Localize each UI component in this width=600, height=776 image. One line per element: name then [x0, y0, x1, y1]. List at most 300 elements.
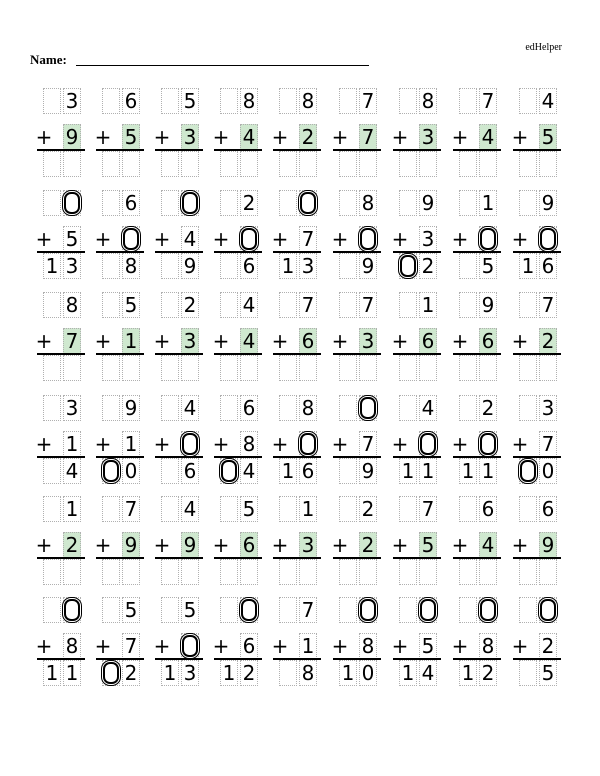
addition-problem — [214, 190, 264, 278]
plus-sign: + — [391, 432, 409, 456]
answer-tens — [220, 253, 238, 279]
answer-tens[interactable] — [339, 355, 357, 381]
top-tens-cell — [43, 496, 61, 522]
answer-tens-text: 1 — [461, 661, 475, 685]
answer-ones[interactable] — [240, 559, 258, 585]
answer-tens — [339, 253, 357, 279]
top-addend — [539, 496, 557, 522]
top-tens-cell — [43, 597, 61, 623]
answer-ones[interactable] — [359, 151, 377, 177]
answer-tens[interactable] — [161, 151, 179, 177]
addition-problem — [37, 597, 87, 685]
top-addend-text: 6 — [124, 89, 138, 113]
answer-ones[interactable] — [181, 355, 199, 381]
answer-tens — [43, 458, 61, 484]
top-addend-text: 7 — [124, 497, 138, 521]
top-tens-cell — [43, 190, 61, 216]
addition-problem — [37, 496, 87, 584]
answer-blank-box[interactable] — [480, 228, 496, 250]
answer-ones — [181, 458, 199, 484]
bottom-addend[interactable] — [122, 226, 140, 252]
addition-problem — [96, 190, 146, 278]
plus-sign: + — [35, 125, 53, 149]
answer-blank-box[interactable] — [64, 599, 80, 621]
plus-sign: + — [212, 634, 230, 658]
plus-sign: + — [391, 227, 409, 251]
answer-ones[interactable] — [63, 151, 81, 177]
answer-ones-text: 0 — [124, 459, 138, 483]
bottom-addend — [359, 633, 377, 659]
plus-sign: + — [153, 125, 171, 149]
answer-ones — [240, 458, 258, 484]
answer-tens — [519, 660, 537, 686]
top-addend[interactable] — [359, 395, 377, 421]
answer-tens — [161, 458, 179, 484]
bottom-addend — [539, 532, 557, 558]
answer-ones-text: 1 — [421, 459, 435, 483]
answer-tens[interactable] — [220, 151, 238, 177]
answer-tens[interactable] — [161, 355, 179, 381]
answer-ones[interactable] — [122, 151, 140, 177]
plus-sign: + — [94, 533, 112, 557]
answer-ones[interactable] — [479, 355, 497, 381]
addition-problem — [155, 190, 205, 278]
answer-blank-box[interactable] — [182, 635, 198, 657]
addition-problem — [453, 395, 503, 483]
plus-sign: + — [94, 329, 112, 353]
answer-ones[interactable] — [419, 355, 437, 381]
answer-blank-box[interactable] — [300, 433, 316, 455]
plus-sign: + — [451, 125, 469, 149]
answer-ones[interactable] — [122, 559, 140, 585]
answer-tens-text: 1 — [401, 459, 415, 483]
answer-ones[interactable] — [479, 151, 497, 177]
answer-blank-box[interactable] — [480, 433, 496, 455]
answer-tens[interactable] — [399, 355, 417, 381]
answer-blank-box[interactable] — [400, 255, 416, 277]
answer-blank-box[interactable] — [103, 460, 119, 482]
plus-sign: + — [212, 533, 230, 557]
bottom-addend-text: 2 — [541, 329, 555, 353]
answer-ones-text: 3 — [301, 254, 315, 278]
answer-blank-box[interactable] — [420, 433, 436, 455]
answer-tens[interactable] — [220, 355, 238, 381]
answer-tens[interactable] — [102, 660, 120, 686]
answer-ones-text: 6 — [541, 254, 555, 278]
bottom-addend-text: 3 — [183, 125, 197, 149]
addition-problem — [513, 395, 563, 483]
answer-blank-box[interactable] — [300, 192, 316, 214]
top-addend-text: 8 — [65, 293, 79, 317]
top-tens-cell — [459, 190, 477, 216]
plus-sign: + — [271, 227, 289, 251]
bottom-addend-text: 5 — [65, 227, 79, 251]
bottom-addend-text: 6 — [242, 634, 256, 658]
top-addend[interactable] — [419, 597, 437, 623]
answer-tens[interactable] — [43, 355, 61, 381]
addition-problem — [155, 496, 205, 584]
addition-problem — [37, 190, 87, 278]
answer-ones — [122, 660, 140, 686]
bottom-addend — [63, 532, 81, 558]
answer-blank-box[interactable] — [520, 460, 536, 482]
top-addend — [122, 292, 140, 318]
top-addend — [539, 190, 557, 216]
plus-sign: + — [331, 432, 349, 456]
plus-sign: + — [451, 634, 469, 658]
top-addend — [181, 88, 199, 114]
top-addend[interactable] — [240, 597, 258, 623]
addition-problem — [273, 292, 323, 380]
bottom-addend — [240, 124, 258, 150]
bottom-addend-text: 6 — [242, 533, 256, 557]
bottom-addend — [299, 328, 317, 354]
top-addend — [122, 395, 140, 421]
answer-tens[interactable] — [339, 559, 357, 585]
answer-tens-text: 1 — [222, 661, 236, 685]
top-addend — [240, 292, 258, 318]
bottom-addend-text: 7 — [541, 432, 555, 456]
answer-blank-box[interactable] — [480, 599, 496, 621]
plus-sign: + — [331, 125, 349, 149]
answer-ones-text: 2 — [242, 661, 256, 685]
bottom-addend-text: 2 — [65, 533, 79, 557]
answer-blank-box[interactable] — [221, 460, 237, 482]
answer-tens[interactable] — [220, 559, 238, 585]
answer-ones — [359, 458, 377, 484]
answer-blank-box[interactable] — [241, 228, 257, 250]
answer-tens[interactable] — [399, 559, 417, 585]
bottom-addend-text: 5 — [541, 125, 555, 149]
top-addend-text: 2 — [183, 293, 197, 317]
bottom-addend — [299, 226, 317, 252]
bottom-addend[interactable] — [479, 226, 497, 252]
answer-tens[interactable] — [519, 458, 537, 484]
answer-ones[interactable] — [539, 151, 557, 177]
plus-sign: + — [511, 533, 529, 557]
top-addend[interactable] — [181, 190, 199, 216]
answer-ones[interactable] — [63, 355, 81, 381]
bottom-addend[interactable] — [181, 431, 199, 457]
plus-sign: + — [94, 125, 112, 149]
top-addend — [299, 597, 317, 623]
top-addend-text: 4 — [541, 89, 555, 113]
name-label: Name: — [30, 52, 67, 67]
answer-tens[interactable] — [279, 559, 297, 585]
answer-ones[interactable] — [240, 151, 258, 177]
bottom-addend-text: 6 — [301, 329, 315, 353]
plus-sign: + — [212, 329, 230, 353]
answer-ones[interactable] — [299, 559, 317, 585]
bottom-addend[interactable] — [181, 633, 199, 659]
top-addend-text: 9 — [421, 191, 435, 215]
answer-ones — [63, 458, 81, 484]
answer-tens[interactable] — [399, 253, 417, 279]
bottom-addend — [419, 633, 437, 659]
top-addend — [419, 88, 437, 114]
plus-sign: + — [153, 432, 171, 456]
answer-blank-box[interactable] — [182, 433, 198, 455]
bottom-addend — [181, 226, 199, 252]
answer-tens — [519, 253, 537, 279]
top-addend-text: 4 — [421, 396, 435, 420]
answer-tens — [339, 458, 357, 484]
top-tens-cell — [399, 190, 417, 216]
top-tens-cell — [279, 395, 297, 421]
answer-ones[interactable] — [539, 355, 557, 381]
addition-problem — [453, 190, 503, 278]
top-addend[interactable] — [299, 190, 317, 216]
bottom-addend-text: 7 — [361, 125, 375, 149]
answer-tens-text: 1 — [521, 254, 535, 278]
answer-tens — [43, 660, 61, 686]
top-addend — [181, 496, 199, 522]
top-addend — [122, 496, 140, 522]
addition-problem — [155, 88, 205, 176]
top-addend-text: 8 — [301, 396, 315, 420]
top-tens-cell — [399, 88, 417, 114]
bottom-addend — [240, 328, 258, 354]
bottom-addend — [181, 124, 199, 150]
bottom-addend-text: 8 — [361, 634, 375, 658]
answer-blank-box[interactable] — [420, 599, 436, 621]
bottom-addend — [240, 633, 258, 659]
top-addend-text: 8 — [301, 89, 315, 113]
plus-sign: + — [35, 432, 53, 456]
plus-sign: + — [331, 329, 349, 353]
top-addend-text: 8 — [421, 89, 435, 113]
top-addend-text: 5 — [183, 598, 197, 622]
answer-ones[interactable] — [299, 151, 317, 177]
addition-problem — [96, 496, 146, 584]
answer-tens[interactable] — [102, 458, 120, 484]
answer-ones — [359, 660, 377, 686]
top-addend — [299, 88, 317, 114]
answer-ones[interactable] — [240, 355, 258, 381]
answer-ones — [122, 253, 140, 279]
answer-blank-box[interactable] — [540, 228, 556, 250]
addition-problem — [214, 292, 264, 380]
answer-blank-box[interactable] — [241, 599, 257, 621]
addition-problem — [155, 597, 205, 685]
answer-tens[interactable] — [279, 355, 297, 381]
top-addend-text: 3 — [65, 89, 79, 113]
top-addend-text: 5 — [242, 497, 256, 521]
plus-sign: + — [331, 634, 349, 658]
bottom-addend-text: 6 — [421, 329, 435, 353]
top-tens-cell — [43, 292, 61, 318]
top-addend — [122, 88, 140, 114]
answer-ones-text: 9 — [361, 459, 375, 483]
top-tens-cell — [220, 395, 238, 421]
top-addend[interactable] — [539, 597, 557, 623]
answer-tens[interactable] — [519, 355, 537, 381]
bottom-addend — [479, 633, 497, 659]
bottom-addend-text: 9 — [541, 533, 555, 557]
answer-ones[interactable] — [419, 151, 437, 177]
top-addend-text: 6 — [242, 396, 256, 420]
top-tens-cell — [459, 395, 477, 421]
answer-ones-text: 2 — [124, 661, 138, 685]
plus-sign: + — [153, 533, 171, 557]
top-addend-text: 5 — [124, 598, 138, 622]
bottom-addend[interactable] — [299, 431, 317, 457]
answer-tens[interactable] — [399, 151, 417, 177]
answer-tens-text: 1 — [401, 661, 415, 685]
bottom-addend[interactable] — [240, 226, 258, 252]
plus-sign: + — [451, 432, 469, 456]
top-addend — [181, 597, 199, 623]
addition-problem — [393, 292, 443, 380]
bottom-addend — [299, 124, 317, 150]
answer-ones[interactable] — [539, 559, 557, 585]
top-tens-cell — [102, 292, 120, 318]
top-tens-cell — [519, 292, 537, 318]
bottom-addend-text: 5 — [421, 634, 435, 658]
answer-tens[interactable] — [279, 151, 297, 177]
answer-tens — [161, 660, 179, 686]
bottom-addend — [63, 124, 81, 150]
answer-tens[interactable] — [339, 151, 357, 177]
top-addend-text: 1 — [301, 497, 315, 521]
answer-ones-text: 1 — [481, 459, 495, 483]
plus-sign: + — [391, 125, 409, 149]
addition-problem — [214, 395, 264, 483]
top-tens-cell — [220, 292, 238, 318]
bottom-addend[interactable] — [479, 431, 497, 457]
answer-tens — [459, 660, 477, 686]
answer-tens[interactable] — [43, 559, 61, 585]
answer-blank-box[interactable] — [360, 599, 376, 621]
addition-problem — [214, 88, 264, 176]
bottom-addend-text: 5 — [421, 533, 435, 557]
answer-ones[interactable] — [181, 151, 199, 177]
answer-tens[interactable] — [459, 151, 477, 177]
answer-tens[interactable] — [102, 559, 120, 585]
addition-problem — [453, 496, 503, 584]
answer-tens[interactable] — [161, 559, 179, 585]
answer-blank-box[interactable] — [182, 192, 198, 214]
bottom-addend-text: 3 — [183, 329, 197, 353]
answer-ones — [63, 660, 81, 686]
answer-blank-box[interactable] — [64, 192, 80, 214]
addition-problem — [273, 190, 323, 278]
top-addend — [539, 88, 557, 114]
plus-sign: + — [451, 227, 469, 251]
plus-sign: + — [153, 227, 171, 251]
top-tens-cell — [161, 597, 179, 623]
addition-problem — [155, 395, 205, 483]
answer-ones[interactable] — [181, 559, 199, 585]
top-tens-cell — [459, 88, 477, 114]
addition-problem — [96, 292, 146, 380]
answer-ones — [359, 253, 377, 279]
plus-sign: + — [391, 329, 409, 353]
answer-ones[interactable] — [419, 559, 437, 585]
bottom-addend-text: 3 — [301, 533, 315, 557]
bottom-addend[interactable] — [539, 226, 557, 252]
bottom-addend — [240, 532, 258, 558]
answer-ones — [419, 660, 437, 686]
top-addend — [479, 88, 497, 114]
top-addend-text: 6 — [124, 191, 138, 215]
answer-tens — [399, 660, 417, 686]
top-addend — [122, 190, 140, 216]
bottom-addend — [359, 431, 377, 457]
answer-tens[interactable] — [220, 458, 238, 484]
answer-tens[interactable] — [102, 151, 120, 177]
answer-blank-box[interactable] — [360, 397, 376, 419]
top-addend-text: 1 — [421, 293, 435, 317]
top-tens-cell — [519, 88, 537, 114]
answer-ones[interactable] — [122, 355, 140, 381]
answer-tens[interactable] — [459, 355, 477, 381]
answer-ones-text: 4 — [242, 459, 256, 483]
answer-ones — [63, 253, 81, 279]
top-addend — [63, 395, 81, 421]
bottom-addend — [299, 633, 317, 659]
top-tens-cell — [102, 190, 120, 216]
bottom-addend — [539, 328, 557, 354]
top-tens-cell — [220, 190, 238, 216]
bottom-addend — [539, 633, 557, 659]
top-tens-cell — [220, 597, 238, 623]
answer-tens — [459, 458, 477, 484]
answer-ones[interactable] — [359, 559, 377, 585]
addition-problem — [333, 292, 383, 380]
top-addend[interactable] — [63, 190, 81, 216]
plus-sign: + — [35, 533, 53, 557]
answer-ones[interactable] — [359, 355, 377, 381]
answer-tens — [279, 660, 297, 686]
top-addend — [240, 88, 258, 114]
answer-blank-box[interactable] — [540, 599, 556, 621]
answer-ones-text: 6 — [183, 459, 197, 483]
answer-ones[interactable] — [63, 559, 81, 585]
bottom-addend[interactable] — [359, 226, 377, 252]
answer-blank-box[interactable] — [123, 228, 139, 250]
bottom-addend — [299, 532, 317, 558]
top-addend — [479, 190, 497, 216]
answer-tens[interactable] — [519, 559, 537, 585]
bottom-addend — [419, 532, 437, 558]
answer-tens[interactable] — [43, 151, 61, 177]
addition-problem — [273, 597, 323, 685]
answer-tens[interactable] — [459, 559, 477, 585]
top-addend[interactable] — [479, 597, 497, 623]
answer-ones — [539, 660, 557, 686]
top-tens-cell — [339, 597, 357, 623]
answer-ones[interactable] — [299, 355, 317, 381]
bottom-addend-text: 1 — [124, 329, 138, 353]
answer-tens[interactable] — [102, 355, 120, 381]
answer-tens[interactable] — [519, 151, 537, 177]
answer-blank-box[interactable] — [360, 228, 376, 250]
addition-problem — [513, 292, 563, 380]
answer-ones[interactable] — [479, 559, 497, 585]
plus-sign: + — [94, 432, 112, 456]
answer-blank-box[interactable] — [103, 662, 119, 684]
bottom-addend — [63, 226, 81, 252]
top-addend — [63, 496, 81, 522]
plus-sign: + — [271, 125, 289, 149]
answer-ones-text: 4 — [421, 661, 435, 685]
bottom-addend-text: 1 — [65, 432, 79, 456]
top-addend-text: 7 — [541, 293, 555, 317]
top-addend[interactable] — [63, 597, 81, 623]
top-addend[interactable] — [359, 597, 377, 623]
bottom-addend[interactable] — [419, 431, 437, 457]
